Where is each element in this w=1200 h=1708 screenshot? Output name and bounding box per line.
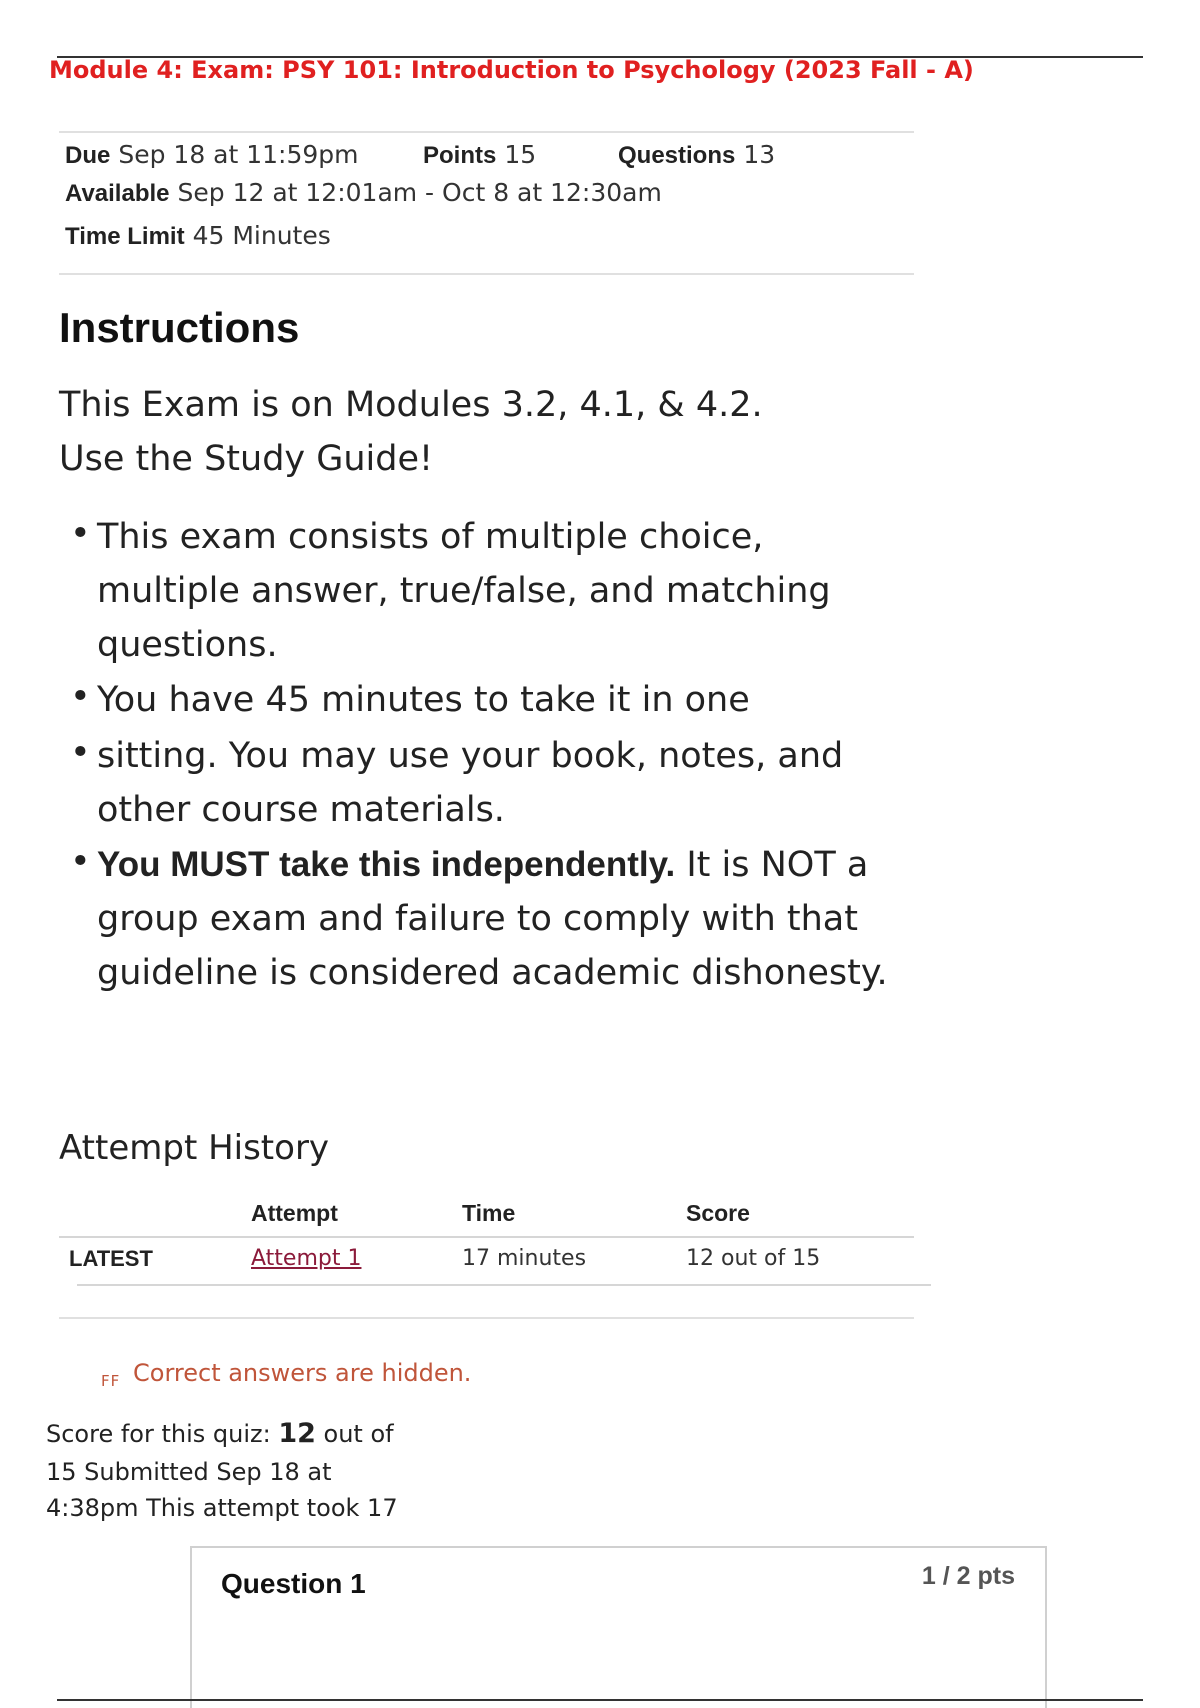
due-label: Due	[65, 142, 111, 169]
instruction-bullet-question-types: This exam consists of multiple choice, multiple answer, true/false, and matching questions.	[97, 517, 831, 665]
score-summary-line-2: 15 Submitted Sep 18 at	[46, 1458, 332, 1486]
page-title: Module 4: Exam: PSY 101: Introduction to Psychology (2023 Fall - A)	[49, 56, 974, 84]
details-bottom-divider	[59, 273, 914, 275]
instruction-bullet-independence	[97, 838, 917, 1000]
due-value: Sep 18 at 11:59pm	[118, 140, 359, 169]
independence-emphasis: You MUST take this independently.	[97, 845, 676, 884]
time-limit-value: 45 Minutes	[192, 221, 331, 250]
details-top-divider	[59, 131, 914, 133]
available-value: Sep 12 at 12:01am - Oct 8 at 12:30am	[177, 178, 662, 207]
attempt-history-heading: Attempt History	[59, 1128, 330, 1168]
score-summary-line-3: 4:38pm This attempt took 17	[46, 1494, 398, 1522]
time-limit-label: Time Limit	[65, 223, 185, 250]
attempt-1-link[interactable]: Attempt 1	[251, 1246, 362, 1271]
instructions-intro-line-2: Use the Study Guide!	[59, 439, 434, 479]
score-summary-line-1	[46, 1418, 394, 1449]
due-detail	[65, 140, 359, 170]
instructions-intro-line-1: This Exam is on Modules 3.2, 4.1, & 4.2.	[59, 385, 763, 425]
bullet-marker: •	[70, 514, 91, 554]
score-suffix: out of	[315, 1420, 394, 1448]
independence-rest: It is NOT a group exam and failure to comply with that guideline is considered academic dishonesty.	[97, 845, 888, 993]
questions-label: Questions	[618, 142, 736, 169]
column-header-score: Score	[686, 1200, 750, 1226]
questions-detail	[618, 140, 775, 170]
attempt-time: 17 minutes	[462, 1246, 587, 1271]
time-limit-detail	[65, 221, 331, 251]
instruction-bullet-materials: sitting. You may use your book, notes, and other course materials.	[97, 736, 844, 830]
question-title: Question 1	[221, 1568, 366, 1599]
attempt-section-divider	[59, 1317, 914, 1319]
available-detail	[65, 178, 662, 208]
points-detail	[423, 140, 536, 170]
correct-answers-hidden-notice: Correct answers are hidden.	[133, 1359, 472, 1387]
available-label: Available	[65, 180, 170, 207]
question-points: 1 / 2 pts	[921, 1562, 1015, 1590]
score-value: 12	[278, 1418, 316, 1449]
bullet-marker: •	[70, 733, 91, 773]
instructions-heading: Instructions	[59, 304, 300, 351]
score-prefix: Score for this quiz:	[46, 1420, 279, 1448]
points-value: 15	[504, 140, 537, 169]
ff-icon: FF	[101, 1372, 121, 1390]
questions-value: 13	[743, 140, 776, 169]
bullet-marker: •	[70, 842, 91, 882]
column-header-attempt: Attempt	[251, 1200, 338, 1226]
bottom-rule	[57, 1699, 1143, 1701]
instruction-bullet-time: You have 45 minutes to take it in one	[97, 680, 750, 720]
attempt-score: 12 out of 15	[686, 1246, 821, 1271]
table-row-divider	[77, 1284, 931, 1286]
column-header-time: Time	[462, 1200, 516, 1226]
bullet-marker: •	[70, 677, 91, 717]
row-label-latest: LATEST	[69, 1246, 153, 1271]
points-label: Points	[423, 142, 497, 169]
table-header-divider	[59, 1236, 914, 1238]
